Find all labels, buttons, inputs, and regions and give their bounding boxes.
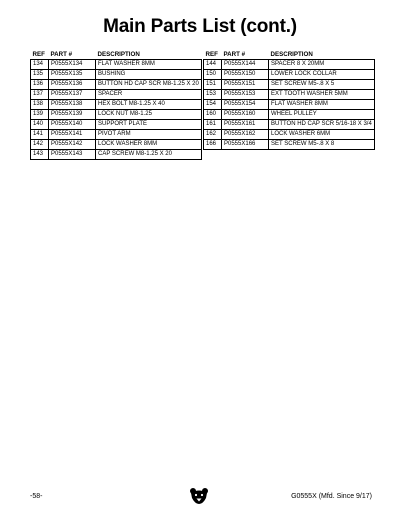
ref-cell: 142 (31, 140, 49, 150)
part-number-cell: P0555X151 (222, 80, 269, 90)
part-number-cell: P0555X150 (222, 70, 269, 80)
description-cell: WHEEL PULLEY (269, 110, 375, 120)
table-row (204, 120, 375, 130)
table-row (204, 140, 375, 150)
ref-cell: 153 (204, 90, 222, 100)
ref-cell: 134 (31, 60, 49, 70)
part-number-cell: P0555X160 (222, 110, 269, 120)
description-cell: LOCK NUT M8-1.25 (96, 110, 202, 120)
parts-table-right (203, 50, 375, 150)
ref-cell: 140 (31, 120, 49, 130)
description-cell: LOCK WASHER 8MM (96, 140, 202, 150)
description-cell: BUTTON HD CAP SCR 5/16-18 X 3/4 (269, 120, 375, 130)
table-row (31, 150, 202, 160)
part-number-cell: P0555X153 (222, 90, 269, 100)
description-cell: BUTTON HD CAP SCR M8-1.25 X 20 (96, 80, 202, 90)
part-number-cell: P0555X143 (49, 150, 96, 160)
part-number-cell: P0555X136 (49, 80, 96, 90)
part-number-cell: P0555X137 (49, 90, 96, 100)
column-header-ref: REF (205, 51, 218, 58)
ref-cell: 143 (31, 150, 49, 160)
ref-cell: 144 (204, 60, 222, 70)
table-row (31, 130, 202, 140)
ref-cell: 137 (31, 90, 49, 100)
table-row (31, 100, 202, 110)
ref-cell: 162 (204, 130, 222, 140)
table-row (204, 130, 375, 140)
page-number: -58- (30, 493, 43, 500)
part-number-cell: P0555X141 (49, 130, 96, 140)
part-number-cell: P0555X154 (222, 100, 269, 110)
part-number-cell: P0555X135 (49, 70, 96, 80)
table-row (31, 90, 202, 100)
description-cell: EXT TOOTH WASHER 5MM (269, 90, 375, 100)
ref-cell: 139 (31, 110, 49, 120)
description-cell: SET SCREW M5-.8 X 8 (269, 140, 375, 150)
part-number-cell: P0555X144 (222, 60, 269, 70)
part-number-cell: P0555X161 (222, 120, 269, 130)
table-row (204, 110, 375, 120)
column-header-description: DESCRIPTION (270, 51, 313, 58)
part-number-cell: P0555X139 (49, 110, 96, 120)
ref-cell: 135 (31, 70, 49, 80)
column-header-description: DESCRIPTION (97, 51, 140, 58)
description-cell: FLAT WASHER 8MM (96, 60, 202, 70)
parts-table-left (30, 50, 202, 160)
table-header-row (204, 50, 375, 60)
ref-cell: 166 (204, 140, 222, 150)
description-cell: LOCK WASHER 6MM (269, 130, 375, 140)
ref-cell: 160 (204, 110, 222, 120)
table-row (204, 60, 375, 70)
table-row (31, 80, 202, 90)
description-cell: SET SCREW M5-.8 X 5 (269, 80, 375, 90)
description-cell: BUSHING (96, 70, 202, 80)
table-row (204, 90, 375, 100)
part-number-cell: P0555X166 (222, 140, 269, 150)
table-row (204, 80, 375, 90)
bear-head-logo-icon (189, 487, 209, 505)
table-row (31, 140, 202, 150)
description-cell: FLAT WASHER 8MM (269, 100, 375, 110)
description-cell: SUPPORT PLATE (96, 120, 202, 130)
table-row (31, 70, 202, 80)
description-cell: SPACER 8 X 20MM (269, 60, 375, 70)
table-row (31, 60, 202, 70)
table-header-row (31, 50, 202, 60)
ref-cell: 138 (31, 100, 49, 110)
ref-cell: 151 (204, 80, 222, 90)
description-cell: CAP SCREW M8-1.25 X 20 (96, 150, 202, 160)
table-row (31, 120, 202, 130)
part-number-cell: P0555X142 (49, 140, 96, 150)
description-cell: SPACER (96, 90, 202, 100)
part-number-cell: P0555X140 (49, 120, 96, 130)
description-cell: PIVOT ARM (96, 130, 202, 140)
part-number-cell: P0555X134 (49, 60, 96, 70)
description-cell: HEX BOLT M8-1.25 X 40 (96, 100, 202, 110)
table-row (204, 70, 375, 80)
ref-cell: 136 (31, 80, 49, 90)
column-header-ref: REF (32, 51, 45, 58)
column-header-part: PART # (223, 51, 246, 58)
model-number: G0555X (Mfd. Since 9/17) (291, 493, 372, 500)
ref-cell: 141 (31, 130, 49, 140)
ref-cell: 161 (204, 120, 222, 130)
page-title: Main Parts List (cont.) (103, 16, 297, 37)
table-row (31, 110, 202, 120)
description-cell: LOWER LOCK COLLAR (269, 70, 375, 80)
table-row (204, 100, 375, 110)
column-header-part: PART # (50, 51, 73, 58)
part-number-cell: P0555X162 (222, 130, 269, 140)
part-number-cell: P0555X138 (49, 100, 96, 110)
ref-cell: 150 (204, 70, 222, 80)
ref-cell: 154 (204, 100, 222, 110)
